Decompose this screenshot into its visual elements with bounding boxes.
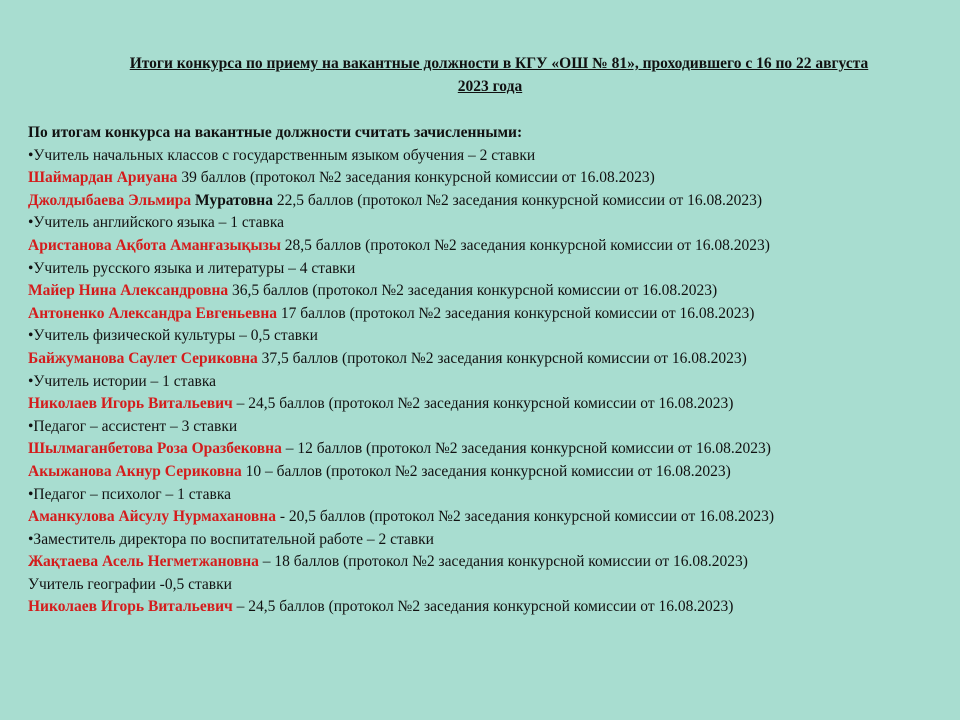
- candidate-name: Джолдыбаева Эльмира: [28, 191, 192, 209]
- results-list: [28, 122, 948, 619]
- candidate-name: Николаев Игорь Витальевич: [28, 598, 233, 616]
- title-line-1: Итоги конкурса по приему на вакантные должности в КГУ «ОШ № 81», проходившего с 16 по 22 августа: [129, 55, 869, 72]
- candidate-line: [28, 551, 948, 574]
- candidate-line: [28, 596, 948, 619]
- position-line: •Учитель английского языка – 1 ставка: [28, 214, 285, 232]
- candidate-score-detail: 22,5 баллов (протокол №2 заседания конкурсной комиссии от 16.08.2023): [276, 191, 763, 209]
- candidate-line: [28, 303, 948, 326]
- candidate-score-detail: 10 – баллов (протокол №2 заседания конкурсной комиссии от 16.08.2023): [245, 462, 731, 480]
- candidate-line: [28, 348, 948, 371]
- candidate-name: Байжуманова Саулет Сериковна: [28, 349, 258, 367]
- candidate-line: [28, 235, 948, 258]
- candidate-line: [28, 393, 948, 416]
- candidate-line: [28, 280, 948, 303]
- position-line: •Учитель физической культуры – 0,5 ставки: [28, 327, 318, 345]
- candidate-name: Аристанова Ақбота Аманғазықызы: [28, 236, 281, 254]
- page-title: [30, 52, 950, 98]
- candidate-score-detail: – 18 баллов (протокол №2 заседания конкурсной комиссии от 16.08.2023): [262, 553, 748, 571]
- candidate-score-detail: - 20,5 баллов (протокол №2 заседания конкурсной комиссии от 16.08.2023): [279, 508, 775, 526]
- position-line: •Педагог – ассистент – 3 ставки: [28, 417, 238, 435]
- candidate-name: Шылмаганбетова Роза Оразбековна: [28, 440, 282, 458]
- candidate-name: Аманкулова Айсулу Нурмахановна: [28, 508, 276, 526]
- title-line-2: 2023 года: [457, 78, 523, 95]
- candidate-score-detail: 28,5 баллов (протокол №2 заседания конкурсной комиссии от 16.08.2023): [284, 236, 770, 254]
- candidate-score-detail: – 24,5 баллов (протокол №2 заседания конкурсной комиссии от 16.08.2023): [236, 395, 734, 413]
- candidate-line: [28, 190, 948, 213]
- candidate-line: [28, 438, 948, 461]
- candidate-score-detail: 17 баллов (протокол №2 заседания конкурсной комиссии от 16.08.2023): [280, 304, 755, 322]
- position-line: •Учитель истории – 1 ставка: [28, 372, 216, 390]
- results-heading: По итогам конкурса на вакантные должности считать зачисленными:: [28, 124, 523, 141]
- candidate-name: Шаймардан Ариуана: [28, 169, 178, 187]
- candidate-name: Майер Нина Александровна: [28, 282, 229, 300]
- candidate-score-detail: – 24,5 баллов (протокол №2 заседания конкурсной комиссии от 16.08.2023): [236, 598, 734, 616]
- candidate-name: Жақтаева Асель Негметжановна: [28, 553, 259, 571]
- candidate-score-detail: 39 баллов (протокол №2 заседания конкурсной комиссии от 16.08.2023): [181, 169, 655, 187]
- position-line: •Заместитель директора по воспитательной работе – 2 ставки: [28, 530, 434, 548]
- candidate-name-extra: Муратовна: [195, 191, 273, 209]
- candidate-name: Николаев Игорь Витальевич: [28, 395, 233, 413]
- position-line: •Педагог – психолог – 1 ставка: [28, 485, 231, 503]
- candidate-line: [28, 506, 948, 529]
- candidate-name: Акыжанова Акнур Сериковна: [28, 462, 242, 480]
- candidate-score-detail: 37,5 баллов (протокол №2 заседания конкурсной комиссии от 16.08.2023): [261, 349, 747, 367]
- candidate-name: Антоненко Александра Евгеньевна: [28, 304, 278, 322]
- position-line: •Учитель начальных классов с государственным языком обучения – 2 ставки: [28, 146, 536, 164]
- position-line: •Учитель русского языка и литературы – 4 ставки: [28, 259, 356, 277]
- results-items: [28, 145, 948, 619]
- candidate-line: [28, 461, 948, 484]
- position-line: Учитель географии -0,5 ставки: [28, 575, 232, 593]
- candidate-line: [28, 167, 948, 190]
- candidate-score-detail: – 12 баллов (протокол №2 заседания конкурсной комиссии от 16.08.2023): [285, 440, 771, 458]
- candidate-score-detail: 36,5 баллов (протокол №2 заседания конкурсной комиссии от 16.08.2023): [232, 282, 718, 300]
